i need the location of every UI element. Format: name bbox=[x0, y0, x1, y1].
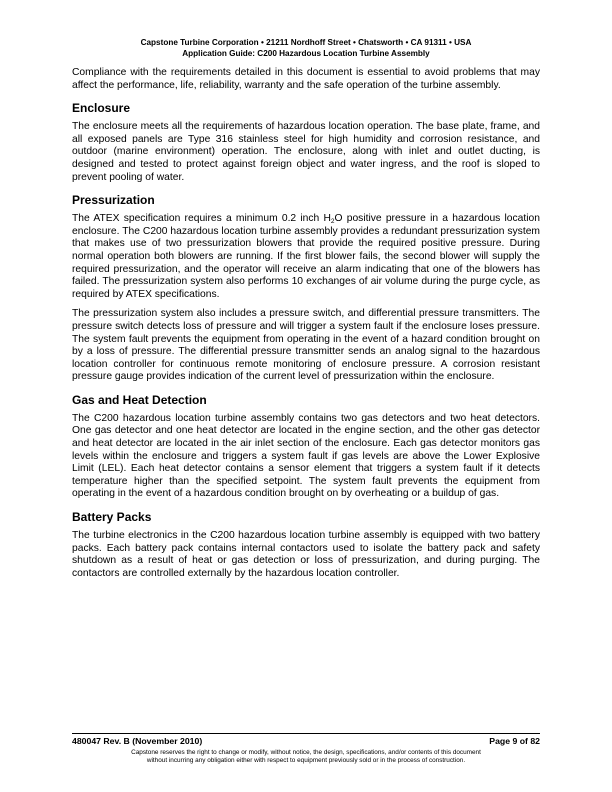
h2o-subscript: 2 bbox=[330, 218, 335, 226]
header-company-address: Capstone Turbine Corporation • 21211 Nordhoff Street • Chatsworth • CA 91311 • USA bbox=[140, 38, 472, 47]
pressurization-p1-part-b: O positive pressure in a hazardous location enclosure. The C200 hazardous location turbine assembly provides a redundant pressurization system that makes use of two pressurization blowers that provide the required positive pressure. During normal operation both blowers are running. If the first blower fails, the second blower will supply the required pressurization, and the operator will receive an alarm indicating that one of the blowers has failed. The pressurization system also performs 10 exchanges of air volume during the purge cycle, as required by ATEX specifications. bbox=[72, 213, 541, 300]
footer-page-number: Page 9 of 82 bbox=[489, 736, 540, 746]
footer-doc-id: 480047 Rev. B (November 2010) bbox=[72, 736, 203, 746]
enclosure-paragraph: The enclosure meets all the requirements of hazardous location operation. The base plate, frame, and all exposed panels are Type 316 stainless steel for high humidity and corrosion resistance, and outdoor (marine environment) operation. The enclosure, along with inlet and outlet ducting, is designed and tested to protect against foreign object and water ingress, and the roof is sloped to prevent pooling of water. bbox=[72, 121, 540, 183]
gas-heat-heading: Gas and Heat Detection bbox=[72, 392, 207, 407]
document-body bbox=[72, 67, 540, 587]
page-footer bbox=[72, 736, 540, 747]
disclaimer-line-2: without incurring any obligation either with respect to equipment previously sold or in the process of construction. bbox=[146, 757, 466, 765]
pressurization-heading: Pressurization bbox=[72, 193, 155, 208]
footer-divider bbox=[72, 733, 540, 734]
gas-heat-paragraph: The C200 hazardous location turbine assembly contains two gas detectors and two heat detectors. One gas detector and one heat detector are located in the engine section, and the other gas detector and heat detector are located in the air inlet section of the enclosure. Each gas detector monitors gas levels within the enclosure and triggers a system fault if gas levels are above the Lower Explosive Limit (LEL). Each heat detector contains a sensor element that triggers a system fault if it detects temperature higher than the specified setpoint. The system fault prevents the equipment from operating in the event of a hazardous condition brought on by overheating or a buildup of gas. bbox=[72, 412, 540, 500]
battery-paragraph: The turbine electronics in the C200 hazardous location turbine assembly is equipped with two battery packs. Each battery pack contains internal contactors used to isolate the battery pack and safety shutdown as a result of heat or gas detection or loss of pressurization, and during purging. The contactors are controlled externally by the hazardous location controller. bbox=[72, 530, 540, 579]
pressurization-paragraph-1 bbox=[72, 213, 540, 301]
footer-disclaimer bbox=[72, 749, 540, 765]
pressurization-p1-part-a: The ATEX specification requires a minimum 0.2 inch H bbox=[72, 213, 331, 225]
enclosure-heading: Enclosure bbox=[72, 101, 131, 116]
intro-paragraph: Compliance with the requirements detailed in this document is essential to avoid problems that may affect the performance, life, reliability, warranty and the safe operation of the turbine assembly. bbox=[72, 67, 540, 91]
battery-heading: Battery Packs bbox=[72, 510, 152, 525]
header-document-title: Application Guide: C200 Hazardous Location Turbine Assembly bbox=[182, 48, 430, 58]
pressurization-paragraph-2: The pressurization system also includes a pressure switch, and differential pressure transmitters. The pressure switch detects loss of pressure and will trigger a system fault if the enclosure loses pressure. The system fault prevents the equipment from operating in the event of a hazard condition brought on by a loss of pressure. The differential pressure transmitter sends an analog signal to the hazardous location controller for continuous remote monitoring of enclosure pressure. A corrosion resistant pressure gauge provides indication of the current level of pressurization within the enclosure. bbox=[72, 308, 540, 383]
disclaimer-line-1: Capstone reserves the right to change or modify, without notice, the design, specifications, and/or contents of this document bbox=[131, 749, 481, 756]
page-header bbox=[0, 38, 612, 59]
